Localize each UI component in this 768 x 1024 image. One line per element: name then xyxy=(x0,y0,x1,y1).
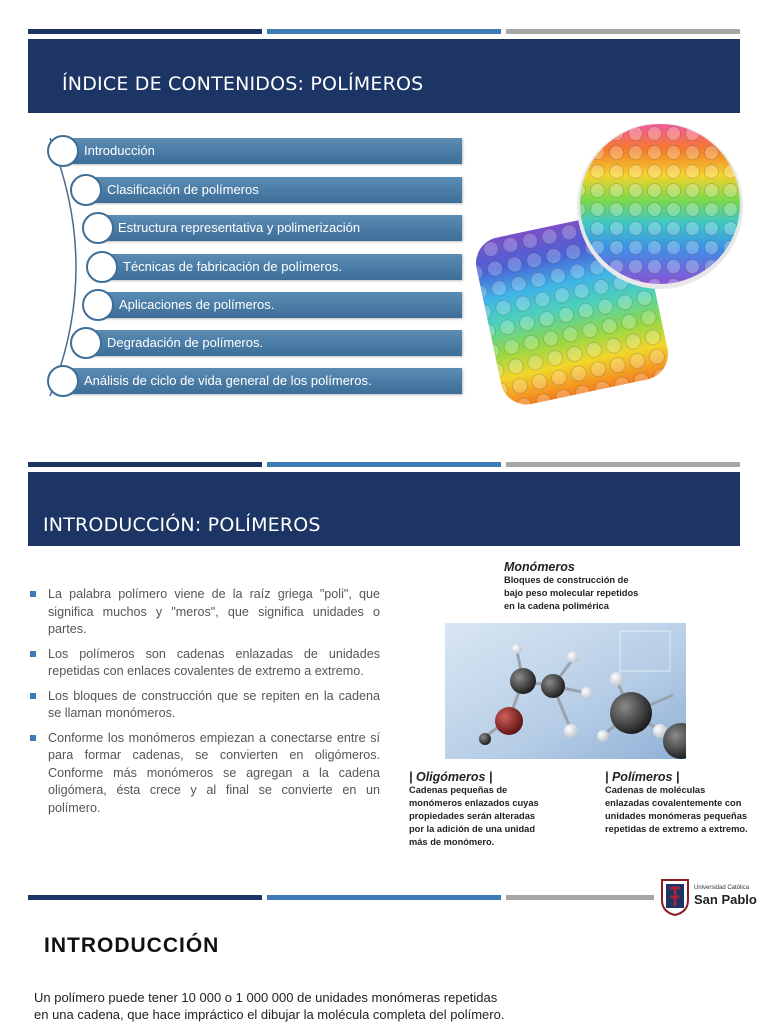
bullet-list xyxy=(30,586,380,824)
index-bullet-1 xyxy=(47,135,79,167)
index-item-label: Técnicas de fabricación de polímeros. xyxy=(123,259,342,274)
list-item xyxy=(30,730,380,818)
list-item xyxy=(30,586,380,639)
accent-strip-blue xyxy=(267,462,501,467)
accent-strip-navy xyxy=(28,895,262,900)
bullet-square-icon xyxy=(30,651,36,657)
index-item-5[interactable] xyxy=(98,292,462,318)
polimeros-line: Cadenas de moléculas xyxy=(605,785,706,795)
university-logo xyxy=(660,878,756,916)
accent-strip-gray xyxy=(506,29,740,34)
slide-title: INTRODUCCIÓN: POLÍMEROS xyxy=(43,514,321,536)
polimeros-line: unidades monómeras pequeñas xyxy=(605,811,748,821)
index-bullet-4 xyxy=(86,251,118,283)
index-item-label: Aplicaciones de polímeros. xyxy=(119,297,275,312)
logo-small-text: Universidad Católica xyxy=(694,885,750,891)
monomeros-title: Monómeros xyxy=(504,560,575,574)
bullet-square-icon xyxy=(30,735,36,741)
monomeros-line: en la cadena polimérica xyxy=(504,601,609,611)
bullet-text: Los polímeros son cadenas enlazadas de unidades repetidas con enlaces covalentes de extremo a extremo. xyxy=(48,646,380,678)
slide-title: ÍNDICE DE CONTENIDOS: POLÍMEROS xyxy=(62,73,424,95)
polimeros-note xyxy=(605,770,765,836)
oligomeros-note xyxy=(409,770,589,849)
polimeros-line: enlazadas covalentemente con xyxy=(605,798,742,808)
index-bullet-5 xyxy=(82,289,114,321)
oligomeros-line: por la adición de una unidad xyxy=(409,824,536,834)
index-bullet-3 xyxy=(82,212,114,244)
bullet-text: Conforme los monómeros empiezan a conectarse entre sí para formar cadenas, se convierten en oligómeros. Conforme más monómeros se agregan a la cadena oligómera, ésta crece y al final se convierte en un polímero. xyxy=(48,730,380,815)
index-bullet-2 xyxy=(70,174,102,206)
oligomeros-line: propiedades serán alteradas xyxy=(409,811,536,821)
accent-strip-gray xyxy=(506,462,740,467)
index-bullet-7 xyxy=(47,365,79,397)
monomeros-note xyxy=(504,560,704,613)
oligomeros-line: monómeros enlazados cuyas xyxy=(409,798,539,808)
oligomeros-line: más de monómero. xyxy=(409,837,495,847)
list-item xyxy=(30,688,380,723)
monomeros-line: bajo peso molecular repetidos xyxy=(504,588,639,598)
index-item-6[interactable] xyxy=(86,330,462,356)
bullet-square-icon xyxy=(30,591,36,597)
index-item-7[interactable] xyxy=(64,368,462,394)
bullet-square-icon xyxy=(30,693,36,699)
accent-strip-navy xyxy=(28,29,262,34)
pop-it-toys-image xyxy=(474,124,746,406)
molecule-model-image xyxy=(445,623,686,759)
accent-strip-blue xyxy=(267,29,501,34)
index-item-2[interactable] xyxy=(86,177,462,203)
accent-strip-navy xyxy=(28,462,262,467)
index-item-label: Introducción xyxy=(84,143,155,158)
polimeros-title: | Polímeros | xyxy=(605,770,680,784)
university-shield-icon xyxy=(660,878,690,916)
monomeros-line: Bloques de construcción de xyxy=(504,575,629,585)
bullet-text: Los bloques de construcción que se repiten en la cadena se llaman monómeros. xyxy=(48,688,380,720)
body-line: Un polímero puede tener 10 000 o 1 000 000 de unidades monómeras repetidas xyxy=(34,990,498,1005)
logo-big-text: San Pablo xyxy=(694,892,757,907)
index-item-3[interactable] xyxy=(98,215,462,241)
accent-strip-blue xyxy=(267,895,501,900)
index-item-1[interactable] xyxy=(64,138,462,164)
list-item xyxy=(30,646,380,681)
index-bullet-6 xyxy=(70,327,102,359)
index-item-label: Estructura representativa y polimerización xyxy=(118,220,361,235)
oligomeros-title: | Oligómeros | xyxy=(409,770,493,784)
oligomeros-line: Cadenas pequeñas de xyxy=(409,785,508,795)
index-item-label: Degradación de polímeros. xyxy=(107,335,264,350)
bullet-text: La palabra polímero viene de la raíz griega "poli", que significa muchos y "meros", que significa unidades o partes. xyxy=(48,587,380,636)
title-band xyxy=(28,472,740,546)
index-item-4[interactable] xyxy=(102,254,462,280)
body-line: en una cadena, que hace impráctico el dibujar la molécula completa del polímero. xyxy=(34,1007,505,1022)
title-band xyxy=(28,39,740,113)
index-item-label: Clasificación de polímeros xyxy=(107,182,259,197)
body-text xyxy=(34,989,554,1023)
accent-strip-gray xyxy=(506,895,654,900)
slide-title: INTRODUCCIÓN xyxy=(44,934,220,957)
polimeros-line: repetidas de extremo a extremo. xyxy=(605,824,748,834)
index-item-label: Análisis de ciclo de vida general de los polímeros. xyxy=(84,373,372,388)
